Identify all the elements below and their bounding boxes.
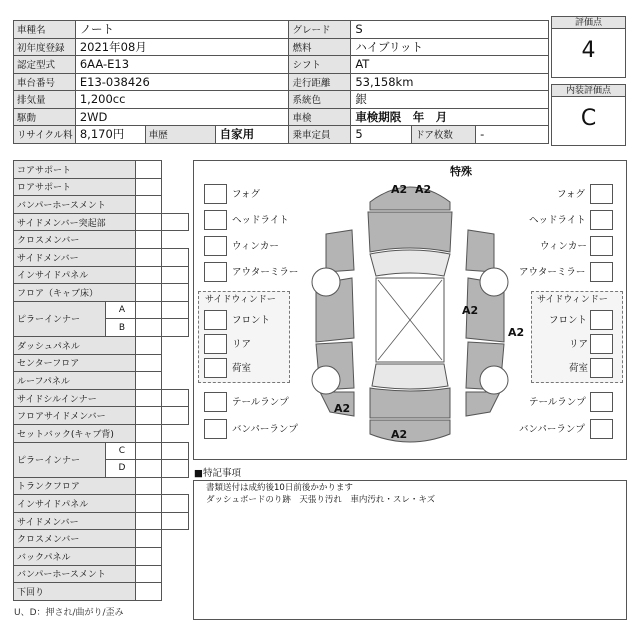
fog-right-label: フォグ	[557, 189, 586, 200]
frame-item: ピラーインナー	[14, 442, 106, 477]
check-cell[interactable]	[161, 248, 188, 266]
check-cell[interactable]	[161, 512, 188, 530]
notes-line-1: 書類送付は成約後10日前後かかります	[206, 483, 353, 493]
notes-title: ■特記事項	[194, 468, 241, 479]
spec-table	[13, 20, 549, 144]
sidewindow-right-front-checkbox[interactable]	[590, 310, 613, 330]
spec-key: リサイクル料	[14, 126, 76, 144]
score-value: 4	[581, 38, 596, 63]
capacity-value: 5	[351, 126, 412, 144]
fog-left-label: フォグ	[232, 189, 261, 200]
frame-item: 下回り	[14, 583, 136, 601]
sidewindow-left-cargo-label: 荷室	[232, 363, 252, 374]
frame-item: クロスメンバー	[14, 530, 136, 548]
spec-key: 車検	[289, 108, 351, 126]
left-front-fender	[326, 230, 354, 272]
spec-key: 車台番号	[14, 73, 76, 91]
headlight-left-label: ヘッドライト	[232, 215, 289, 226]
check-cell[interactable]	[135, 319, 161, 337]
check-cell[interactable]	[161, 301, 188, 319]
frame-row	[14, 530, 189, 548]
check-cell[interactable]	[135, 495, 161, 513]
left-front-wheel	[312, 268, 340, 296]
bumperlamp-right-checkbox[interactable]	[590, 419, 613, 439]
winker-right-checkbox[interactable]	[590, 236, 613, 256]
check-cell[interactable]	[161, 213, 188, 231]
frame-item: バンパーホースメント	[14, 565, 136, 583]
spec-value: 6AA-E13	[75, 56, 289, 74]
taillamp-left-checkbox[interactable]	[204, 392, 227, 412]
mark-left-rear: A2	[334, 402, 351, 415]
spec-value: ノート	[75, 21, 289, 39]
check-cell[interactable]	[161, 460, 188, 478]
frame-row	[14, 424, 189, 442]
check-cell[interactable]	[135, 266, 161, 284]
sidewindow-right-rear-label: リア	[569, 339, 589, 350]
frame-checklist	[13, 160, 189, 601]
frame-row	[14, 284, 189, 302]
score-label: 評価点	[552, 17, 625, 29]
sidewindow-left-cargo-checkbox[interactable]	[204, 358, 227, 378]
frame-row	[14, 565, 189, 583]
taillamp-right-checkbox[interactable]	[590, 392, 613, 412]
rear-glass-panel	[372, 364, 448, 389]
check-cell[interactable]	[135, 301, 161, 319]
sidewindow-left-front-checkbox[interactable]	[204, 310, 227, 330]
spec-value: 53,158km	[351, 73, 549, 91]
sidewindow-left-title: サイドウィンドー	[205, 295, 276, 305]
check-cell[interactable]	[135, 583, 161, 601]
mark-front-left: A2	[391, 183, 408, 196]
frame-row	[14, 196, 189, 214]
spec-row	[14, 126, 549, 144]
spec-key: 車種名	[14, 21, 76, 39]
check-cell[interactable]	[135, 565, 161, 583]
spec-value: AT	[351, 56, 549, 74]
sidewindow-left-rear-checkbox[interactable]	[204, 334, 227, 354]
mirror-left-label: アウターミラー	[232, 267, 299, 278]
interior-score-label: 内装評価点	[552, 85, 625, 97]
spec-key: 初年度登録	[14, 38, 76, 56]
door-value: -	[476, 126, 549, 144]
spec-row	[14, 108, 549, 126]
frame-item: フロアサイドメンバー	[14, 407, 136, 425]
frame-item: サイドメンバー	[14, 248, 136, 266]
bumperlamp-left-label: バンパーランプ	[232, 424, 298, 435]
check-cell[interactable]	[161, 266, 188, 284]
spec-value: E13-038426	[75, 73, 289, 91]
spec-key: シフト	[289, 56, 351, 74]
frame-legend: U、D：押され/曲がり/歪み	[14, 608, 124, 618]
spec-value: S	[351, 21, 549, 39]
spec-row	[14, 73, 549, 91]
frame-row	[14, 389, 189, 407]
frame-item: セットバック(キャブ背)	[14, 424, 136, 442]
check-cell[interactable]	[135, 530, 161, 548]
check-cell[interactable]	[135, 372, 161, 390]
frame-item: コアサポート	[14, 161, 136, 179]
check-cell[interactable]	[135, 424, 161, 442]
trunk-panel	[370, 388, 450, 418]
frame-item: トランクフロア	[14, 477, 136, 495]
hood-panel	[368, 212, 452, 252]
check-cell[interactable]	[135, 442, 161, 460]
check-cell[interactable]	[135, 248, 161, 266]
sidewindow-right-rear-checkbox[interactable]	[590, 334, 613, 354]
frame-row	[14, 495, 189, 513]
check-cell[interactable]	[161, 319, 188, 337]
inspection-value: 車検期限 年 月	[351, 108, 549, 126]
check-cell[interactable]	[135, 196, 161, 214]
frame-row	[14, 548, 189, 566]
spec-row	[14, 56, 549, 74]
front-bumper-panel	[370, 187, 450, 210]
bumperlamp-left-checkbox[interactable]	[204, 419, 227, 439]
spec-value: 2WD	[75, 108, 289, 126]
check-cell[interactable]	[135, 477, 161, 495]
winker-left-checkbox[interactable]	[204, 236, 227, 256]
frame-item: クロスメンバー	[14, 231, 136, 249]
frame-row	[14, 178, 189, 196]
interior-score-value: C	[580, 106, 597, 131]
spec-key: 駆動	[14, 108, 76, 126]
headlight-right-label: ヘッドライト	[529, 215, 586, 226]
spec-key: 系統色	[289, 91, 351, 109]
check-cell[interactable]	[135, 284, 161, 302]
frame-item: ダッシュパネル	[14, 336, 136, 354]
check-cell[interactable]	[161, 495, 188, 513]
check-cell[interactable]	[161, 407, 188, 425]
spec-key: ドア枚数	[412, 126, 476, 144]
check-cell[interactable]	[135, 407, 161, 425]
check-cell[interactable]	[161, 442, 188, 460]
right-rear-wheel	[480, 366, 508, 394]
history-value: 自家用	[215, 126, 289, 144]
pillar-a-label: A	[106, 301, 136, 319]
windshield-panel	[370, 250, 450, 276]
fog-right-checkbox[interactable]	[590, 184, 613, 204]
mirror-right-label: アウターミラー	[519, 267, 586, 278]
mark-right-door: A2	[462, 304, 479, 317]
taillamp-left-label: テールランプ	[232, 397, 289, 408]
spec-key: 燃料	[289, 38, 351, 56]
frame-item: ルーフパネル	[14, 372, 136, 390]
frame-item: サイドシルインナー	[14, 389, 136, 407]
spec-key: 走行距離	[289, 73, 351, 91]
check-cell[interactable]	[135, 354, 161, 372]
check-cell[interactable]	[135, 460, 161, 478]
frame-item: サイドメンバー	[14, 512, 136, 530]
frame-row	[14, 407, 189, 425]
frame-item: ピラーインナー	[14, 301, 106, 336]
right-front-wheel	[480, 268, 508, 296]
mark-right-rear: A2	[508, 326, 525, 339]
pillar-d-label: D	[106, 460, 136, 478]
bumperlamp-right-label: バンパーランプ	[519, 424, 585, 435]
mirror-left-checkbox[interactable]	[204, 262, 227, 282]
frame-row	[14, 442, 189, 460]
notes-line-2: ダッシュボードのり跡 天張り汚れ 車内汚れ・スレ・キズ	[206, 495, 436, 505]
frame-item: ロアサポート	[14, 178, 136, 196]
frame-item: インサイドパネル	[14, 266, 136, 284]
interior-score-box	[551, 84, 626, 146]
spec-row	[14, 91, 549, 109]
mark-front-right: A2	[415, 183, 432, 196]
frame-row	[14, 266, 189, 284]
spec-value: 1,200cc	[75, 91, 289, 109]
frame-item: バンパーホースメント	[14, 196, 136, 214]
frame-item: フロア（キャブ床）	[14, 284, 136, 302]
rear-bumper-panel	[370, 420, 450, 442]
spec-row	[14, 38, 549, 56]
sidewindow-left-front-label: フロント	[232, 315, 271, 326]
frame-row	[14, 213, 189, 231]
check-cell[interactable]	[135, 178, 161, 196]
frame-row	[14, 354, 189, 372]
frame-row	[14, 512, 189, 530]
car-body-diagram	[290, 172, 530, 452]
mark-rear: A2	[391, 428, 408, 441]
right-front-fender	[466, 230, 494, 272]
spec-key: 乗車定員	[289, 126, 351, 144]
frame-row	[14, 231, 189, 249]
spec-row	[14, 21, 549, 39]
frame-item: バックパネル	[14, 548, 136, 566]
frame-row	[14, 372, 189, 390]
check-cell[interactable]	[135, 512, 161, 530]
headlight-left-checkbox[interactable]	[204, 210, 227, 230]
pillar-b-label: B	[106, 319, 136, 337]
frame-row	[14, 583, 189, 601]
check-cell[interactable]	[135, 389, 161, 407]
headlight-right-checkbox[interactable]	[590, 210, 613, 230]
left-rear-wheel	[312, 366, 340, 394]
recycle-fee: 8,170円	[75, 126, 145, 144]
frame-item: サイドメンバー突起部	[14, 213, 106, 231]
spec-key: 認定型式	[14, 56, 76, 74]
mirror-right-checkbox[interactable]	[590, 262, 613, 282]
winker-right-label: ウィンカー	[540, 241, 587, 252]
frame-item: インサイドパネル	[14, 495, 136, 513]
frame-row	[14, 336, 189, 354]
spec-value: 銀	[351, 91, 549, 109]
sidewindow-right-title: サイドウィンドー	[537, 295, 608, 305]
spec-key: 排気量	[14, 91, 76, 109]
check-cell[interactable]	[135, 336, 161, 354]
fog-left-checkbox[interactable]	[204, 184, 227, 204]
taillamp-right-label: テールランプ	[529, 397, 586, 408]
sidewindow-right-front-label: フロント	[549, 315, 588, 326]
check-cell[interactable]	[135, 231, 161, 249]
check-cell[interactable]	[161, 389, 188, 407]
right-quarter-panel	[466, 392, 500, 416]
frame-row	[14, 161, 189, 179]
spec-value: ハイブリット	[351, 38, 549, 56]
check-cell[interactable]	[135, 548, 161, 566]
frame-row	[14, 248, 189, 266]
frame-row	[14, 301, 189, 319]
pillar-c-label: C	[106, 442, 136, 460]
frame-row	[14, 477, 189, 495]
sidewindow-right-cargo-label: 荷室	[569, 363, 589, 374]
score-box	[551, 16, 626, 78]
sidewindow-right-cargo-checkbox[interactable]	[590, 358, 613, 378]
check-cell[interactable]	[135, 213, 161, 231]
sidewindow-left-rear-label: リア	[232, 339, 252, 350]
check-cell[interactable]	[161, 284, 188, 302]
check-cell[interactable]	[135, 161, 161, 179]
spec-key: グレード	[289, 21, 351, 39]
spec-key: 車歴	[145, 126, 215, 144]
spec-value: 2021年08月	[75, 38, 289, 56]
frame-item: センターフロア	[14, 354, 136, 372]
winker-left-label: ウィンカー	[232, 241, 279, 252]
